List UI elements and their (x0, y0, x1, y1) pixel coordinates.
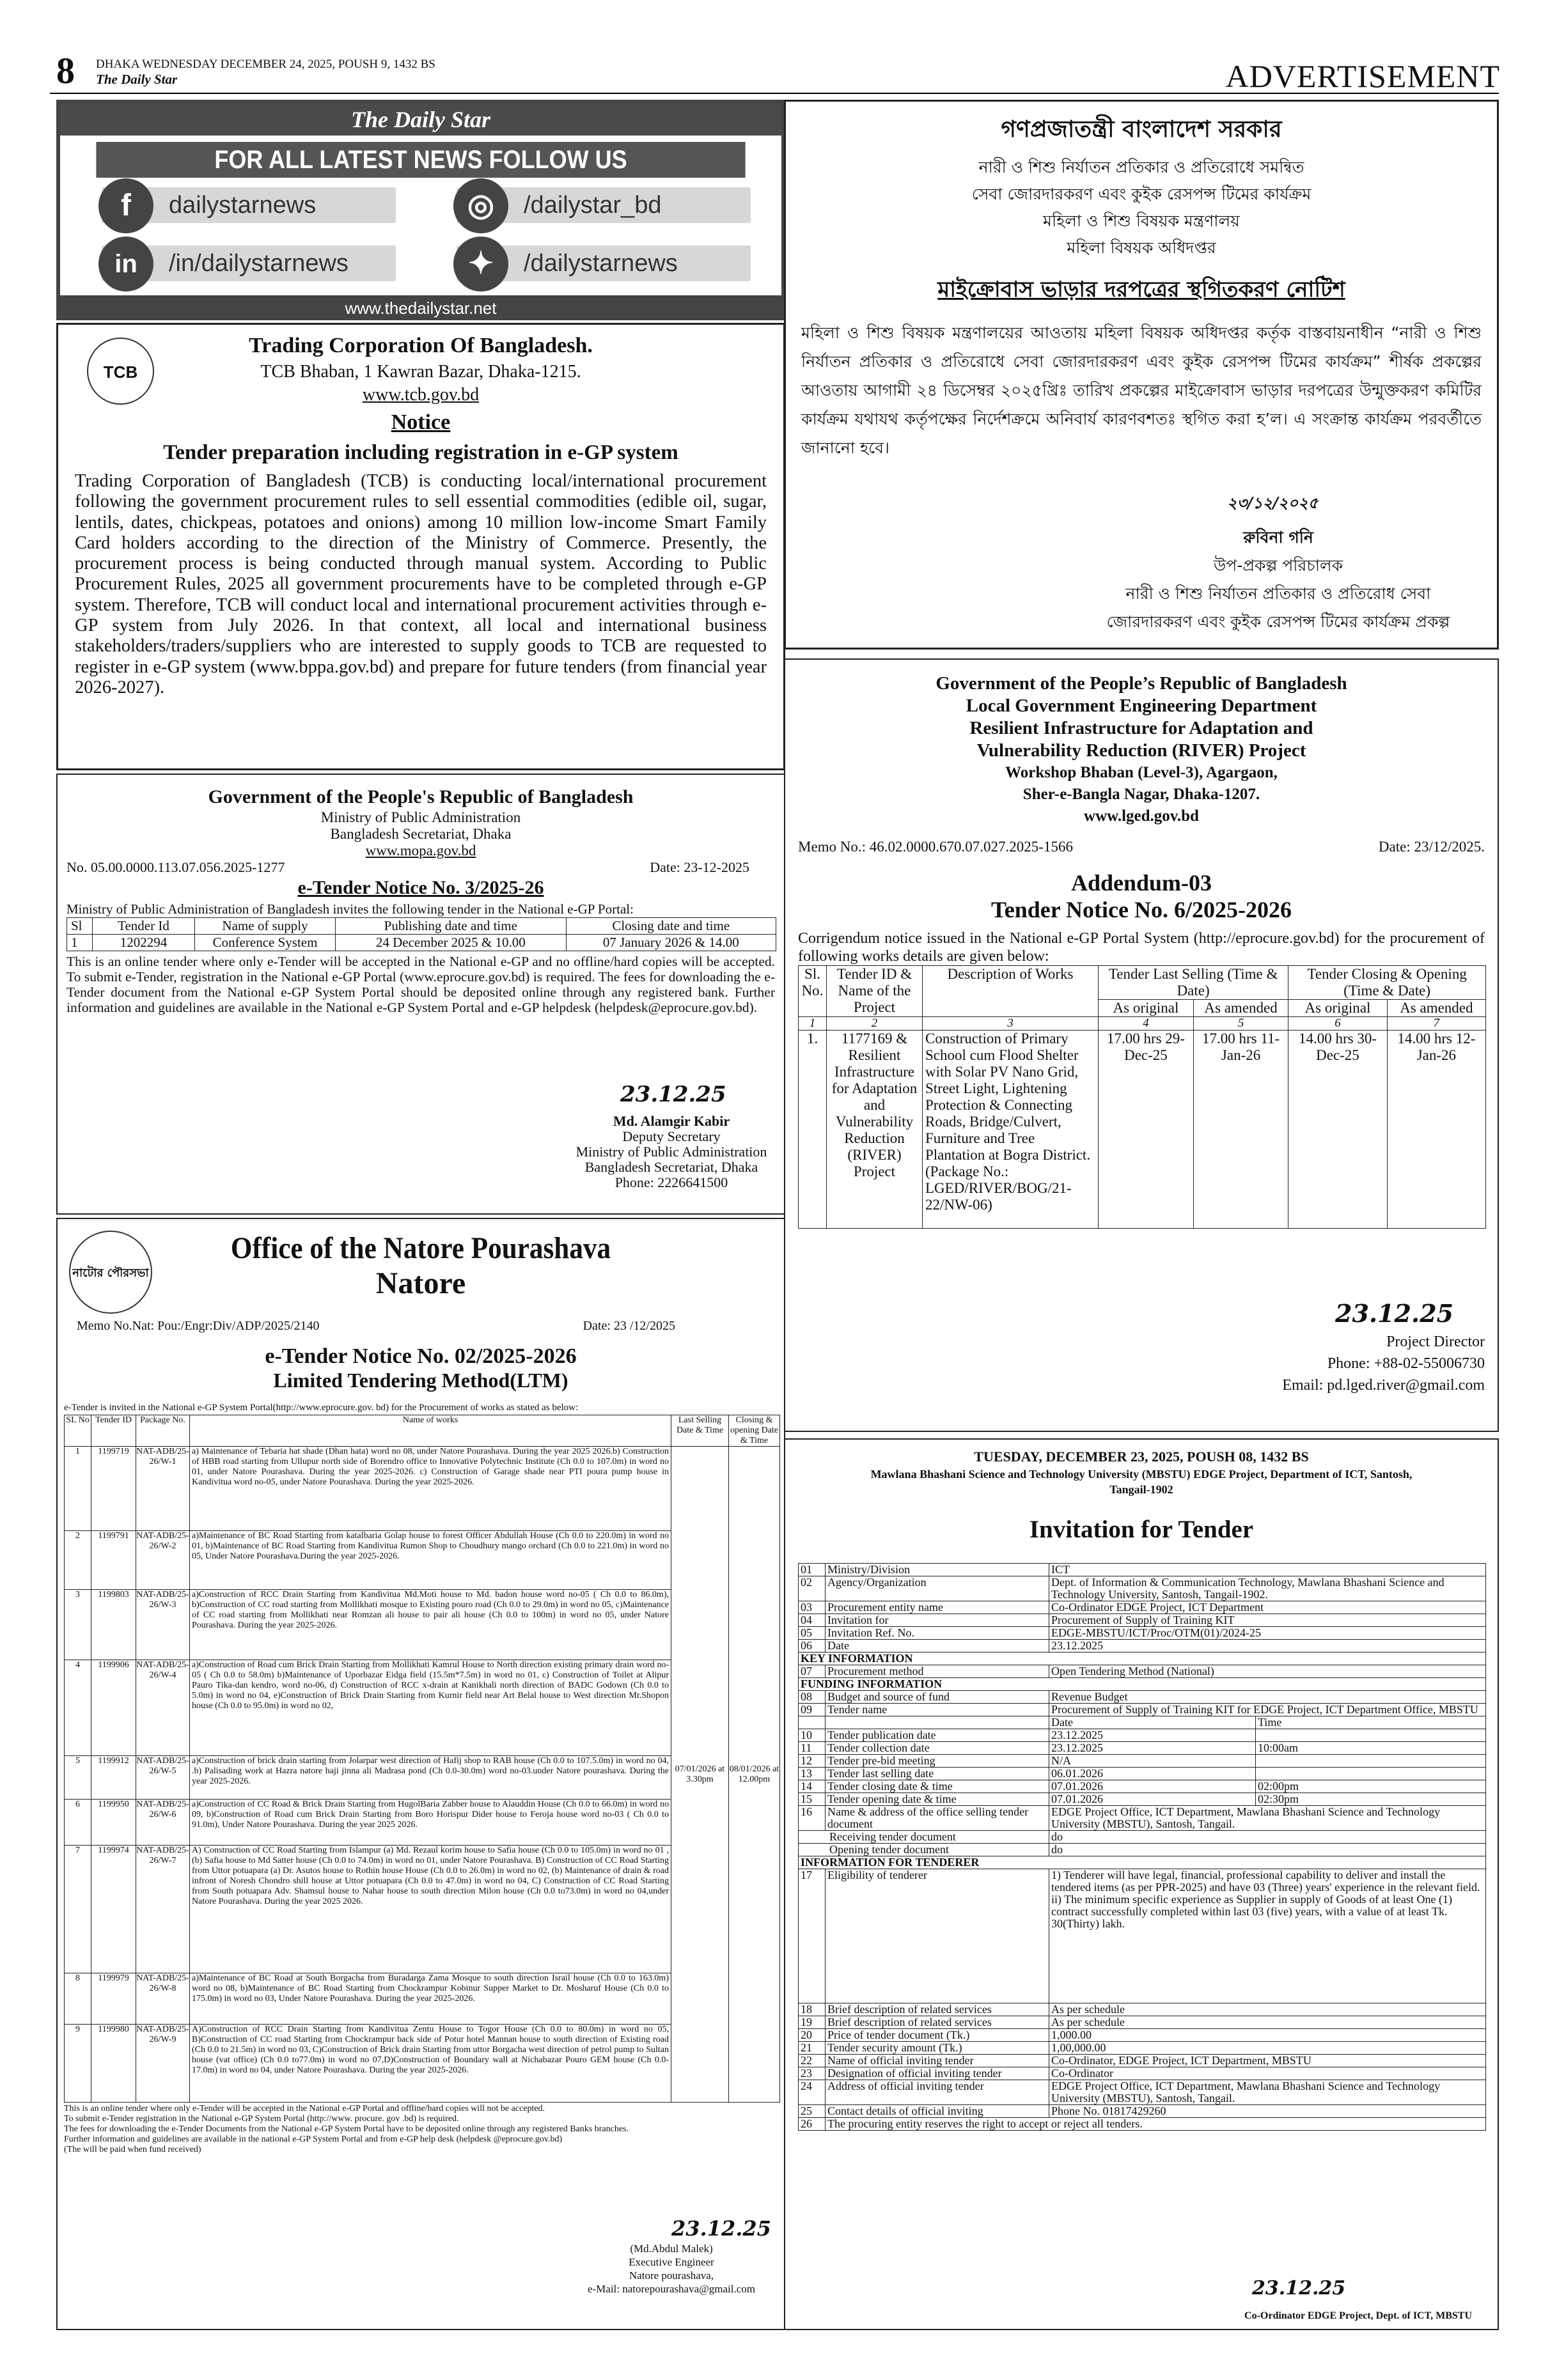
table-subheader-row: Date Time (799, 1716, 1486, 1729)
lged-signature: 23.12.25 (1335, 1299, 1454, 1328)
bangla-line1: নারী ও শিশু নির্যাতন প্রতিকার ও প্রতিরোধে সমন্বিত (978, 158, 1304, 176)
table-row: 05 Invitation Ref. No. EDGE-MBSTU/ICT/Proc/OTM(01)/2024-25 (799, 1627, 1486, 1640)
daily-star-banner (56, 100, 785, 320)
natore-intro: e-Tender is invited in the National e-GP System Portal(http://www.eprocure.gov. bd) for the Procurement of works as stated as below: (64, 1403, 579, 1413)
bangla-office2: জোরদারকরণ এবং কুইক রেসপন্স টিমের কার্যক্রম প্রকল্প (1106, 612, 1450, 631)
natore-method: Limited Tendering Method(LTM) (273, 1369, 568, 1392)
mopa-signer-designation: Deputy Secretary (622, 1128, 721, 1144)
table-row: 16 Name & address of the office selling tender document EDGE Project Office, ICT Department, Mawlana Bhashani Science and Technology University (MBSTU), Santosh, Tangail. (799, 1806, 1486, 1831)
bangla-line2: সেবা জোরদারকরণ এবং কুইক রেসপন্স টিমের কার্যক্রম (971, 185, 1311, 203)
table-row: 10 Tender publication date 23.12.2025 (799, 1729, 1486, 1742)
natore-title: Office of the Natore Pourashava (230, 1231, 611, 1265)
banner-masthead: The Daily Star (60, 104, 781, 136)
bangla-line4: মহিলা বিষয়ক অধিদপ্তর (1067, 238, 1216, 257)
lged-table (798, 965, 1486, 1229)
bangla-office1: নারী ও শিশু নির্যাতন প্রতিকার ও প্রতিরোধ সেবা (1125, 584, 1431, 603)
mbstu-notice (784, 1438, 1499, 2330)
lged-project2: Vulnerability Reduction (RIVER) Project (976, 740, 1306, 761)
table-header-row: SL No Tender ID Package No. Name of works Last Selling Date & Time Closing & opening Date & Time (65, 1415, 780, 1447)
table-number-row: 1 2 3 4 5 6 7 (799, 1017, 1486, 1031)
table-header-row: Sl. No. Tender ID & Name of the Project Description of Works Tender Last Selling (Time & Date) Tender Closing & Opening (Time & Date) (799, 966, 1486, 1000)
table-row: 9 1199980 NAT-ADB/25-26/W-9 A)Construction of RCC Drain Starting from Kandivitua Zentu House to Togor House (Ch 0.0 to 80.0m) in word no 05, B)Construction of CC road Starting from Chockrampur back side of Potur hotel Mannan house to south direction of Existing road (Ch 0.0 to 21.5m) in word no 03, C)Construction of Brick drain Starting from uttor Borgacha west direction of petrol pump to Sultan house (vat office) (Ch 0.0 to77.0m) in word no 07,D)Construction of Boundary wall at Nichabazar Pouro GEM house (Ch 0.0-17.0m) in word no 04, under Natore Pourashava. During the year 2025-2026. (65, 2025, 780, 2103)
table-row: 01 Ministry/Division ICT (799, 1564, 1486, 1576)
table-row: 24 Address of official inviting tender EDGE Project Office, ICT Department, Mawlana Bhashani Science and Technology University (MBSTU), Santosh, Tangail. (799, 2080, 1486, 2105)
lged-notice-title: Tender Notice No. 6/2025-2026 (991, 897, 1292, 922)
lged-dept: Local Government Engineering Department (966, 696, 1317, 716)
mopa-table (67, 917, 776, 951)
banner-follow: FOR ALL LATEST NEWS FOLLOW US (96, 142, 745, 178)
bangla-signer-designation: উপ-প্রকল্প পরিচালক (1213, 556, 1343, 575)
mopa-body: This is an online tender where only e-Tender will be accepted in the National e-GP and no offline/hard copies will be accepted. To submit e-Tender, registration in the National e-GP Portal (www.eprocure.gov.bd) is required. The fees for downloading the e-Tender document from the National e-GP System Portal should be deposited online through any registered bank. Further information and guidelines are available in the National e-GP System Portal and e-GP helpdesk (helpdesk@eprocure.gov.bd). (67, 954, 775, 1015)
mbstu-date: TUESDAY, DECEMBER 23, 2025, POUSH 08, 1432 BS (974, 1449, 1309, 1465)
tcb-body: Trading Corporation of Bangladesh (TCB) is conducting local/international procurement following the government procurement rules to sell essential commodities (edible oil, sugar, lentils, dates, chickpeas, potatoes and onions) among 10 million low-income Smart Family Card holders according to the direction of the Ministry of Commerce. Presently, the procurement process is being conducted through manual system. According to Public Procurement Rules, 2025 all government procurements have to be completed through e-GP system. Therefore, TCB will conduct local and international procurement activities through e-GP system from July 2026. In that context, all local and international business stakeholders/traders/suppliers who are interested to supply goods to TCB are requested to register in e-GP system (www.bppa.gov.bd) and prepare for future tenders (from financial year 2026-2027). (75, 471, 767, 697)
table-row: 20 Price of tender document (Tk.) 1,000.00 (799, 2029, 1486, 2042)
mopa-signature: 23.12.25 (620, 1082, 726, 1107)
table-row: 3 1199803 NAT-ADB/25-26/W-3 a)Construction of RCC Drain Starting from Kandivitua Md.Moti house to Md. badon house word no-05 ( Ch 0.0 to 86.0m), b)Construction of CC road starting from Mollikhati mosque to Existing pouro road (Ch 0.0 to 29.0m) in word no 05, c)Maintenance of CC road starting from Mollikhati near Romzan ali house to pair ali house (Ch 0.0 to 100m) in word no 05, under Natore Pourashava. During the year 2025-2026. (65, 1590, 780, 1660)
lged-designation: Project Director (1386, 1334, 1485, 1350)
bangla-signature: ২৩/১২/২০২৫ (1227, 494, 1319, 512)
col-tender-id: Tender Id (93, 918, 195, 935)
table-row: 1. 1177169 & Resilient Infrastructure for Adaptation and Vulnerability Reduction (RIVER) Project Construction of Primary School cum Flood Shelter with Solar PV Nano Grid, Street Light, Lightening Protection & Connecting Roads, Bridge/Culvert, Furniture and Tree Plantation at Bogra District. (Package No.: LGED/RIVER/BOG/21-22/NW-06) 17.00 hrs 29-Dec-25 17.00 hrs 11-Jan-26 14.00 hrs 30-Dec-25 14.00 hrs 12-Jan-26 (799, 1031, 1486, 1229)
tcb-notice (56, 323, 785, 770)
mopa-memo: No. 05.00.0000.113.07.056.2025-1277 (67, 859, 285, 875)
table-row: 4 1199906 NAT-ADB/25-26/W-4 a)Construction of Road cum Brick Drain Starting from Mollikhati Kamrul House to North direction existing primary drain word no-05 ( Ch 0.0 to 58.0m) b)Maintenance of Uporbazar Eidga field (15.5m*7.5m) in word no 01, c) Construction of Toilet at Alipur Pauro Tika-dan kendro, word no-06, d) Construction of RCC x-drain at Kanikhali north direction of BADC Godown (Ch 0.0 to 5.0m) in word no 04, e)Construction of Brick Drain Starting from Kurnir field near Art Belal house to West direction Mr.Shopon house (Ch 0.0 to 95.0m) in word no 02, (65, 1660, 780, 1756)
natore-email: e-Mail: natorepourashava@gmail.com (587, 2283, 756, 2295)
tcb-web[interactable]: www.tcb.gov.bd (362, 385, 480, 405)
twitter-icon: ✦ (453, 237, 508, 292)
natore-foot1: This is an online tender where only e-Tender will be accepted in the National e-GP Portal and offline/hard copies will not be accepted. (64, 2104, 545, 2114)
banner-website[interactable]: www.thedailystar.net (345, 299, 497, 318)
section-heading: KEY INFORMATION (799, 1653, 1486, 1665)
table-row: 06 Date 23.12.2025 (799, 1640, 1486, 1653)
bangla-line3: মহিলা ও শিশু বিষয়ক মন্ত্রণালয় (1043, 212, 1240, 230)
table-row: 22 Name of official inviting tender Co-Ordinator, EDGE Project, ICT Department, MBSTU (799, 2055, 1486, 2067)
lged-gov: Government of the People’s Republic of Bangladesh (935, 673, 1347, 694)
mopa-date: Date: 23-12-2025 (650, 859, 749, 875)
natore-foot4: Further information and guidelines are available in the national e-GP System Portal and from e-GP help desk (helpdesk @eprocure.gov.bd) (The will be paid when fund received) (64, 2135, 563, 2155)
paper-name: The Daily Star (96, 71, 178, 87)
mbstu-table (798, 1563, 1486, 2131)
table-row: 5 1199912 NAT-ADB/25-26/W-5 a)Construction of brick drain starting from Jolarpar west direction of Hafij shop to RAB house (Ch 0.0 to 107.5.0m) in word no 04, .b) Palisading work at Hazra natore haji jinna ali Madrasa pond (Ch 0.0-30.0m) word no-03.under Natore pourashava. During the year 2025-2026. (65, 1756, 780, 1800)
natore-date: Date: 23 /12/2025 (583, 1319, 675, 1334)
bangla-body: মহিলা ও শিশু বিষয়ক মন্ত্রণালয়ের আওতায় মহিলা বিষয়ক অধিদপ্তর কর্তৃক বাস্তবায়নাধীন “নারী ও শিশু নির্যাতন প্রতিকার ও প্রতিরোধে সেবা জোরদারকরণ এবং কুইক রেসপন্স টিমের কার্যক্রম” শীর্ষক প্রকল্পের আওতায় আগামী ২৪ ডিসেম্বর ২০২৫খ্রিঃ তারিখ প্রকল্পের মাইক্রোবাস ভাড়ার দরপত্রের উন্মুক্তকরণ কমিটির কার্যক্রম যথাযথ কর্তৃপক্ষের নির্দেশক্রমে অনিবার্য কারণবশতঃ স্থগিত করা হ’ল। এ সংক্রান্ত কার্যক্রম পরবর্তীতে জানানো হবে। (801, 323, 1482, 457)
mbstu-org2: Tangail-1902 (1109, 1483, 1173, 1496)
table-row: 8 1199979 NAT-ADB/25-26/W-8 a)Maintenance of BC Road at South Borgacha from Buradarga Zama Mosque to south direction Israil house (Ch 0.0 to 163.0m) word no 08, b)Maintenance of BC Road Starting from Chockrampur Kobinur Supper Market to Dr. Mosharuf House (Ch 0.0 to 175.0m) in word no 03, Under Natore Pourashava. During the year 2025-2026. (65, 1973, 780, 2025)
natore-table (64, 1415, 780, 2103)
table-row: 21 Tender security amount (Tk.) 1,00,000.00 (799, 2042, 1486, 2055)
lged-address1: Workshop Bhaban (Level-3), Agargaon, (1005, 764, 1278, 781)
page-number: 8 (56, 50, 75, 91)
table-row: 18 Brief description of related services As per schedule (799, 2003, 1486, 2016)
mopa-address: Bangladesh Secretariat, Dhaka (330, 826, 512, 842)
table-row: 23 Designation of official inviting tender Co-Ordinator (799, 2067, 1486, 2080)
natore-logo: নাটোর পৌরসভা (69, 1231, 152, 1314)
natore-memo: Memo No.Nat: Pou:/Engr:Div/ADP/2025/2140 (77, 1319, 320, 1334)
linkedin-icon: in (98, 237, 153, 292)
bangla-notice (784, 100, 1499, 649)
linkedin-link[interactable]: in /in/dailystarnews (102, 245, 396, 281)
twitter-link[interactable]: ✦ /dailystarnews (457, 245, 751, 281)
natore-signer-name: (Md.Abdul Malek) (630, 2243, 713, 2255)
natore-title2: Natore (375, 1266, 466, 1301)
lged-memo: Memo No.: 46.02.0000.670.07.027.2025-1566 (798, 839, 1073, 855)
table-row: 11 Tender collection date 23.12.2025 10:00am (799, 1742, 1486, 1755)
lged-address2: Sher-e-Bangla Nagar, Dhaka-1207. (1022, 786, 1260, 803)
table-row: 6 1199950 NAT-ADB/25-26/W-6 a)Construction of CC Road & Brick Drain Starting from HugolBaria Zabber house to Alauddin House (Ch 0.0 to 66.0m) in word no 09, b)Construction of Road cum Brick Drain Starting from Boro Horispur Dider house to Feroja house word no-03 ( Ch 0.0 to 91.0m), Under Natore Pourashava. During the year 2025 2026. (65, 1800, 780, 1846)
mopa-signer-office: Ministry of Public Administration (575, 1144, 767, 1160)
mbstu-signature: 23.12.25 (1252, 2277, 1346, 2299)
section-heading: FUNDING INFORMATION (799, 1678, 1486, 1691)
table-row: 26 The procuring entity reserves the right to accept or reject all tenders. (799, 2118, 1486, 2131)
table-row: 07 Procurement method Open Tendering Method (National) (799, 1665, 1486, 1678)
table-header-row (67, 918, 776, 935)
mbstu-title: Invitation for Tender (1029, 1516, 1254, 1543)
mopa-gov: Government of the People's Republic of Bangladesh (208, 786, 634, 807)
tcb-org: Trading Corporation Of Bangladesh. (249, 334, 593, 357)
table-row: 7 1199974 NAT-ADB/25-26/W-7 A) Construction of CC Road Starting from Islampur (a) Md. Rezaul korim house to Safia house (Ch 0.0 to 105.0m) in word no 01 , (b) Safia house to Md Satter house (Ch 0.0 to 74.0m) in word no 01, under Natore Pourashava. B) Construction of CC Road Starting from Uttor potuapara (a) Dr. Asutos house to Rothin house House (Ch 0.0 to 26.0m) in word no 02, (b) Maintenance of drain & road infront of Noresh Chondro shill house at Uttor potuapara (Ch 0.0 to 47.0m) in word no 04, C) Construction of CC Road Starting from South potuapara Adv. Shamsul house to Nahar house to south direction Milon house (Ch 0.0 to73.0m) in word no 04,under Natore Pourashava. During the year 2025 2026. (65, 1846, 780, 1973)
col-name: Name of supply (195, 918, 336, 935)
table-row: 1 1202294 Conference System 24 December 2025 & 10.00 07 January 2026 & 14.00 (67, 935, 776, 951)
mopa-notice (56, 774, 785, 1215)
col-closing: Closing date and time (566, 918, 776, 935)
tcb-notice-title: Notice (391, 410, 451, 434)
natore-signer-office: Natore pourashava, (629, 2269, 714, 2282)
bangla-title: মাইক্রোবাস ভাড়ার দরপত্রের স্থগিতকরণ নোটিশ (937, 277, 1345, 302)
natore-notice-title: e-Tender Notice No. 02/2025-2026 (265, 1344, 577, 1369)
lged-web[interactable]: www.lged.gov.bd (1084, 807, 1199, 825)
mopa-web[interactable]: www.mopa.gov.bd (365, 843, 476, 859)
mopa-title: e-Tender Notice No. 3/2025-26 (297, 877, 544, 898)
table-row: 03 Procurement entity name Co-Ordinator EDGE Project, ICT Department (799, 1601, 1486, 1614)
lged-intro: Corrigendum notice issued in the National e-GP Portal System (http://eprocure.gov.bd) for the procurement of following works details are given below: (798, 930, 1485, 965)
table-row: Receiving tender document do (799, 1831, 1486, 1844)
tcb-subject: Tender preparation including registration in e-GP system (163, 441, 678, 464)
header-rule (50, 93, 1499, 94)
tcb-logo: TCB (87, 338, 154, 405)
section-heading: INFORMATION FOR TENDERER (799, 1856, 1486, 1869)
lged-notice (784, 658, 1499, 1432)
natore-notice (56, 1218, 785, 2330)
bangla-gov: গণপ্রজাতন্ত্রী বাংলাদেশ সরকার (1001, 116, 1282, 143)
mopa-signer-office2: Bangladesh Secretariat, Dhaka (584, 1159, 758, 1175)
table-row: 14 Tender closing date & time 07.01.2026 02:00pm (799, 1780, 1486, 1793)
table-row: 02 Agency/Organization Dept. of Information & Communication Technology, Mawlana Bhashani Science and Technology University, Santosh, Tangail-1902. (799, 1576, 1486, 1601)
natore-foot3: The fees for downloading the e-Tender Documents from the National e-GP System Portal have to be deposited online through any registered Banks branches. (64, 2124, 629, 2135)
table-row: 04 Invitation for Procurement of Supply of Training KIT (799, 1614, 1486, 1627)
tcb-address: TCB Bhaban, 1 Kawran Bazar, Dhaka-1215. (260, 362, 581, 382)
table-row: Opening tender document do (799, 1844, 1486, 1856)
dateline: DHAKA WEDNESDAY DECEMBER 24, 2025, POUSH 9, 1432 BS The Daily Star (96, 58, 435, 87)
table-row: 12 Tender pre-bid meeting N/A (799, 1755, 1486, 1768)
lged-email: Email: pd.lged.river@gmail.com (1282, 1377, 1485, 1394)
table-row: 13 Tender last selling date 06.01.2026 (799, 1768, 1486, 1780)
table-row: 17 Eligibility of tenderer 1) Tenderer will have legal, financial, professional capability to deliver and install the tendered items (as per PPR-2025) and have 03 (Three) years' experience in the relevant field. ii) The minimum specific experience as Supplier in supply of Goods of at least One (1) contract successfully completed within last 03 (five) years, with a value of at least Tk. 30(Thirty) lakh. (799, 1869, 1486, 2003)
mbstu-org1: Mawlana Bhashani Science and Technology University (MBSTU) EDGE Project, Department of ICT, Santosh, (870, 1468, 1413, 1481)
instagram-link[interactable]: ◎ /dailystar_bd (457, 187, 751, 223)
table-row: 25 Contact details of official inviting Phone No. 01817429260 (799, 2105, 1486, 2118)
mopa-signer-name: Md. Alamgir Kabir (613, 1113, 730, 1129)
mopa-ministry: Ministry of Public Administration (320, 809, 521, 825)
mopa-phone: Phone: 2226641500 (615, 1174, 728, 1190)
lged-date: Date: 23/12/2025. (1378, 839, 1485, 855)
table-row: 1 1199719 NAT-ADB/25-26/W-1 a) Maintenance of Tebaria hat shade (Dhan hata) word no 08, under Natore Pourashava. During the year 2025 2026.b) Construction of HBB road starting from Ullupur north side of Borendro office to Innovative Polytechnic Institute (Ch 0.0 to 107.0m) in word no 01, under Natore Pourashava. During the year 2025-2026. c) Construction of Garage shade near PTI poura pump house in Kandivitua word no-05, under Natore Pourashava. During the year 2025-2026. 07/01/2026 at 3.30pm 08/01/2026 at 12.00pm (65, 1447, 780, 1531)
table-subheader-row: As original As amended As original As amended (799, 1000, 1486, 1017)
bangla-signer-name: রুবিনা গনি (1243, 528, 1313, 547)
instagram-icon: ◎ (453, 178, 508, 233)
table-row: 2 1199791 NAT-ADB/25-26/W-2 a)Maintenance of BC Road Starting from katalbaria Golap house to forest Officer Abdullah House (Ch 0.0 to 220.0m) in word no 01, b)Maintenance of BC Road Starting from Kandivitua Rumon Shop to Choudhury mango orchard (Ch 0.0 to 221.0m) in word no 05, Under Natore Pourashava.During the year 2025-2026. (65, 1531, 780, 1590)
facebook-icon: f (98, 178, 153, 233)
natore-signature: 23.12.25 (671, 2216, 771, 2241)
table-row: 09 Tender name Procurement of Supply of Training KIT for EDGE Project, ICT Department Office, MBSTU (799, 1704, 1486, 1716)
natore-foot2: To submit e-Tender registration in the National e-GP System Portal (http://www. procure. gov .bd) is required. (64, 2114, 459, 2124)
section-title: ADVERTISEMENT (1225, 58, 1500, 94)
lged-addendum: Addendum-03 (1070, 870, 1212, 896)
col-publishing: Publishing date and time (336, 918, 567, 935)
table-row: 08 Budget and source of fund Revenue Budget (799, 1691, 1486, 1704)
facebook-link[interactable]: f dailystarnews (102, 187, 396, 223)
lged-project1: Resilient Infrastructure for Adaptation and (969, 718, 1313, 738)
mbstu-designation: Co-Ordinator EDGE Project, Dept. of ICT, MBSTU (1244, 2310, 1472, 2321)
lged-phone: Phone: +88-02-55006730 (1327, 1355, 1485, 1372)
table-row: 19 Brief description of related services As per schedule (799, 2016, 1486, 2029)
table-row: 15 Tender opening date & time 07.01.2026 02:30pm (799, 1793, 1486, 1806)
col-sl: Sl (67, 918, 93, 935)
natore-signer-designation: Executive Engineer (629, 2256, 714, 2268)
mopa-intro: Ministry of Public Administration of Bangladesh invites the following tender in the National e-GP Portal: (67, 901, 634, 917)
